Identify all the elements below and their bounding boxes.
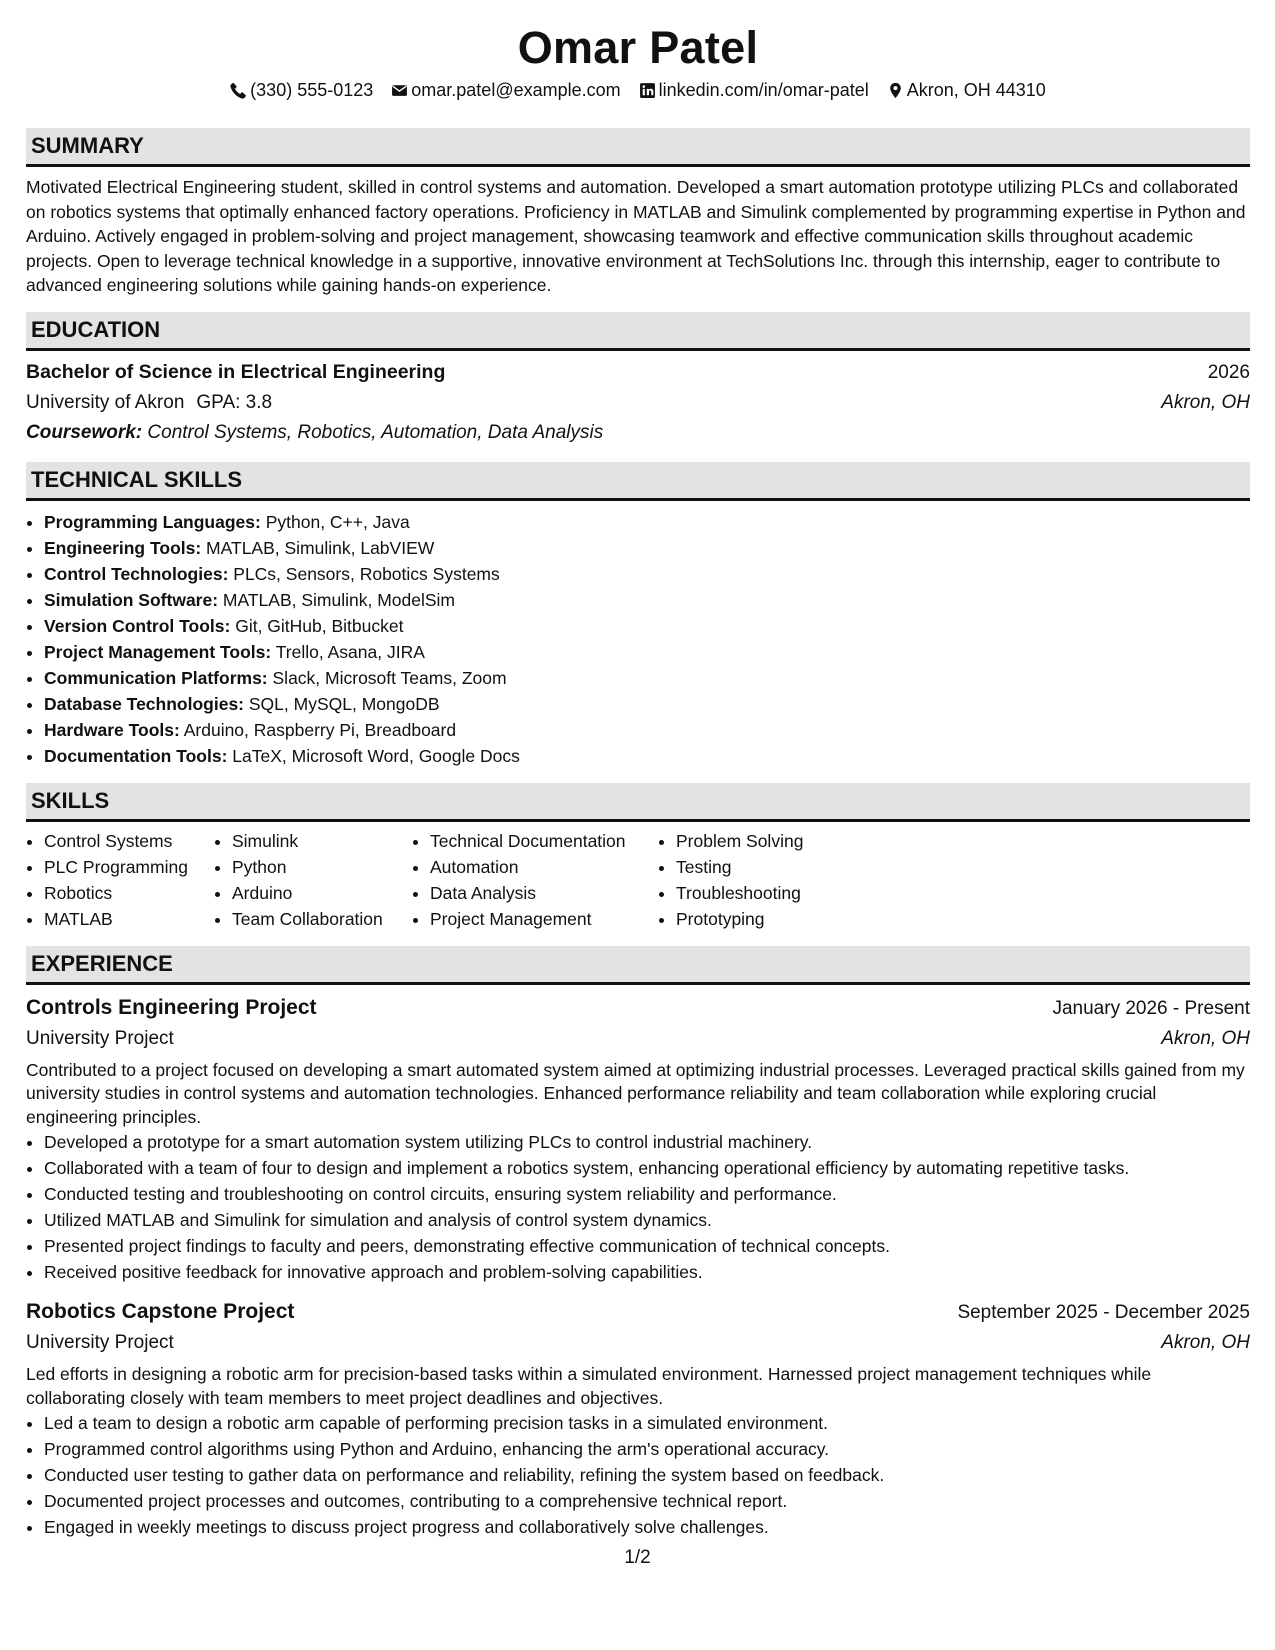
location-text: Akron, OH 44310 — [906, 80, 1046, 100]
skill-values: SQL, MySQL, MongoDB — [244, 693, 440, 714]
section-heading-summary: SUMMARY — [26, 128, 1250, 167]
list-item — [44, 639, 1250, 665]
coursework-label: Coursework: — [26, 421, 143, 443]
skill-category: Communication Platforms: — [44, 667, 268, 688]
list-item — [44, 743, 1250, 769]
list-item: • Project Management — [430, 906, 658, 932]
school-name: University of Akron — [26, 391, 185, 413]
list-item: • Led a team to design a robotic arm capable of performing precision tasks in a simulated environment. — [44, 1410, 1250, 1436]
skill-values: PLCs, Sensors, Robotics Systems — [228, 563, 500, 584]
linkedin-icon — [639, 82, 656, 99]
list-item: • Documented project processes and outcomes, contributing to a comprehensive technical report. — [44, 1488, 1250, 1514]
skill-category: Programming Languages: — [44, 511, 261, 532]
job-bullets — [26, 1410, 1250, 1540]
linkedin-link[interactable]: linkedin.com/in/omar-patel — [658, 80, 869, 100]
section-heading-experience: EXPERIENCE — [26, 946, 1250, 985]
skills-column — [658, 828, 803, 932]
degree-title: Bachelor of Science in Electrical Engineering — [26, 360, 446, 383]
skill-values: LaTeX, Microsoft Word, Google Docs — [227, 745, 520, 766]
section-heading-skills: SKILLS — [26, 783, 1250, 822]
list-item — [44, 587, 1250, 613]
list-item: • Data Analysis — [430, 880, 658, 906]
list-item: • Problem Solving — [676, 828, 803, 854]
skills-column — [26, 828, 214, 932]
skill-category: Version Control Tools: — [44, 615, 231, 636]
list-item: • Technical Documentation — [430, 828, 658, 854]
skill-values: Python, C++, Java — [260, 511, 410, 532]
education-entry — [26, 357, 1250, 448]
experience-entry — [26, 1297, 1250, 1540]
skill-category: Hardware Tools: — [44, 719, 180, 740]
list-item: • Troubleshooting — [676, 880, 803, 906]
list-item: • Prototyping — [676, 906, 803, 932]
list-item: • Simulink — [232, 828, 412, 854]
job-description: Contributed to a project focused on developing a smart automated system aimed at optimizing industrial processes. Leveraged practical skills gained from my university studies in control systems and automation technologies. Enhanced performance reliability and team collaboration while exploring crucial engineering principles. — [26, 1059, 1245, 1127]
list-item: • Testing — [676, 854, 803, 880]
job-title: Controls Engineering Project — [26, 995, 317, 1019]
list-item — [44, 535, 1250, 561]
list-item: • Robotics — [44, 880, 214, 906]
skill-values: MATLAB, Simulink, LabVIEW — [201, 537, 435, 558]
list-item: • Python — [232, 854, 412, 880]
list-item: • Engaged in weekly meetings to discuss project progress and collaboratively solve challenges. — [44, 1514, 1250, 1540]
contact-location — [887, 78, 1046, 102]
resume-page — [26, 22, 1250, 1540]
list-item — [44, 561, 1250, 587]
job-dates: January 2026 - Present — [1052, 997, 1250, 1019]
gpa: GPA: 3.8 — [196, 391, 273, 413]
skill-values: Git, GitHub, Bitbucket — [230, 615, 404, 636]
contact-linkedin[interactable] — [639, 78, 869, 102]
candidate-name: Omar Patel — [517, 22, 759, 73]
skill-category: Engineering Tools: — [44, 537, 202, 558]
list-item — [44, 691, 1250, 717]
education-section — [26, 312, 1250, 448]
map-pin-icon — [887, 82, 904, 99]
section-heading-technical-skills: TECHNICAL SKILLS — [26, 462, 1250, 501]
list-item — [44, 509, 1250, 535]
job-bullets — [26, 1129, 1250, 1285]
list-item: • Arduino — [232, 880, 412, 906]
school-line — [26, 388, 272, 418]
contact-bar — [26, 78, 1250, 102]
list-item: • Presented project findings to faculty and peers, demonstrating effective communication of technical concepts. — [44, 1233, 1250, 1259]
coursework-list: Control Systems, Robotics, Automation, Data Analysis — [142, 421, 604, 443]
experience-section — [26, 946, 1250, 1541]
page-number: 1/2 — [624, 1547, 651, 1568]
skill-category: Simulation Software: — [44, 589, 219, 610]
list-item — [44, 613, 1250, 639]
list-item: • Conducted user testing to gather data on performance and reliability, refining the system based on feedback. — [44, 1462, 1250, 1488]
list-item: • Team Collaboration — [232, 906, 412, 932]
job-title: Robotics Capstone Project — [26, 1300, 295, 1324]
contact-email[interactable] — [391, 78, 620, 102]
list-item — [44, 717, 1250, 743]
envelope-icon — [391, 82, 408, 99]
list-item: • Collaborated with a team of four to design and implement a robotics system, enhancing operational efficiency by automating repetitive tasks. — [44, 1155, 1250, 1181]
job-organization: University Project — [26, 1332, 174, 1354]
section-heading-education: EDUCATION — [26, 312, 1250, 351]
list-item: • Received positive feedback for innovative approach and problem-solving capabilities. — [44, 1259, 1250, 1285]
skill-category: Documentation Tools: — [44, 745, 228, 766]
list-item: • PLC Programming — [44, 854, 214, 880]
skill-values: Trello, Asana, JIRA — [271, 641, 425, 662]
job-organization: University Project — [26, 1027, 174, 1049]
skill-values: Slack, Microsoft Teams, Zoom — [267, 667, 507, 688]
email-link[interactable]: omar.patel@example.com — [411, 80, 621, 100]
job-description: Led efforts in designing a robotic arm for precision-based tasks within a simulated environment. Harnessed project management techniques while collaborating closely with team members to meet project deadlines and objectives. — [26, 1364, 1152, 1408]
experience-entry — [26, 993, 1250, 1286]
job-location: Akron, OH — [1161, 1332, 1250, 1354]
phone-icon — [230, 82, 247, 99]
list-item: • Utilized MATLAB and Simulink for simulation and analysis of control system dynamics. — [44, 1207, 1250, 1233]
skills-column — [412, 828, 658, 932]
technical-skills-list — [26, 509, 1250, 769]
contact-phone — [230, 78, 373, 102]
skill-category: Control Technologies: — [44, 563, 229, 584]
coursework — [26, 418, 1250, 448]
job-location: Akron, OH — [1161, 1027, 1250, 1049]
skills-column — [214, 828, 412, 932]
skill-category: Project Management Tools: — [44, 641, 272, 662]
skill-values: MATLAB, Simulink, ModelSim — [218, 589, 456, 610]
list-item: • Conducted testing and troubleshooting on control circuits, ensuring system reliability and performance. — [44, 1181, 1250, 1207]
summary-section — [26, 128, 1250, 298]
list-item: • Control Systems — [44, 828, 214, 854]
graduation-year: 2026 — [1207, 361, 1250, 383]
list-item: • Automation — [430, 854, 658, 880]
list-item: • Developed a prototype for a smart automation system utilizing PLCs to control industrial machinery. — [44, 1129, 1250, 1155]
list-item: • Programmed control algorithms using Python and Arduino, enhancing the arm's operational accuracy. — [44, 1436, 1250, 1462]
list-item — [44, 665, 1250, 691]
skill-category: Database Technologies: — [44, 693, 245, 714]
school-location: Akron, OH — [1161, 391, 1250, 413]
phone-text: (330) 555-0123 — [250, 80, 374, 100]
skill-values: Arduino, Raspberry Pi, Breadboard — [179, 719, 457, 740]
summary-text: Motivated Electrical Engineering student, skilled in control systems and automation. Developed a smart automation prototype utilizing PLCs and collaborated on robotics systems that optimally enhanced factory operations. Proficiency in MATLAB and Simulink complemented by programming expertise in Python and Arduino. Actively engaged in problem-solving and project management, showcasing teamwork and effective communication skills throughout academic projects. Open to leverage technical knowledge in a supportive, innovative environment at TechSolutions Inc. through this internship, eager to contribute to advanced engineering solutions while gaining hands-on experience. — [26, 177, 1246, 296]
skills-grid — [26, 828, 1250, 932]
technical-skills-section — [26, 462, 1250, 769]
skills-section — [26, 783, 1250, 932]
list-item: • MATLAB — [44, 906, 214, 932]
job-dates: September 2025 - December 2025 — [957, 1302, 1250, 1324]
